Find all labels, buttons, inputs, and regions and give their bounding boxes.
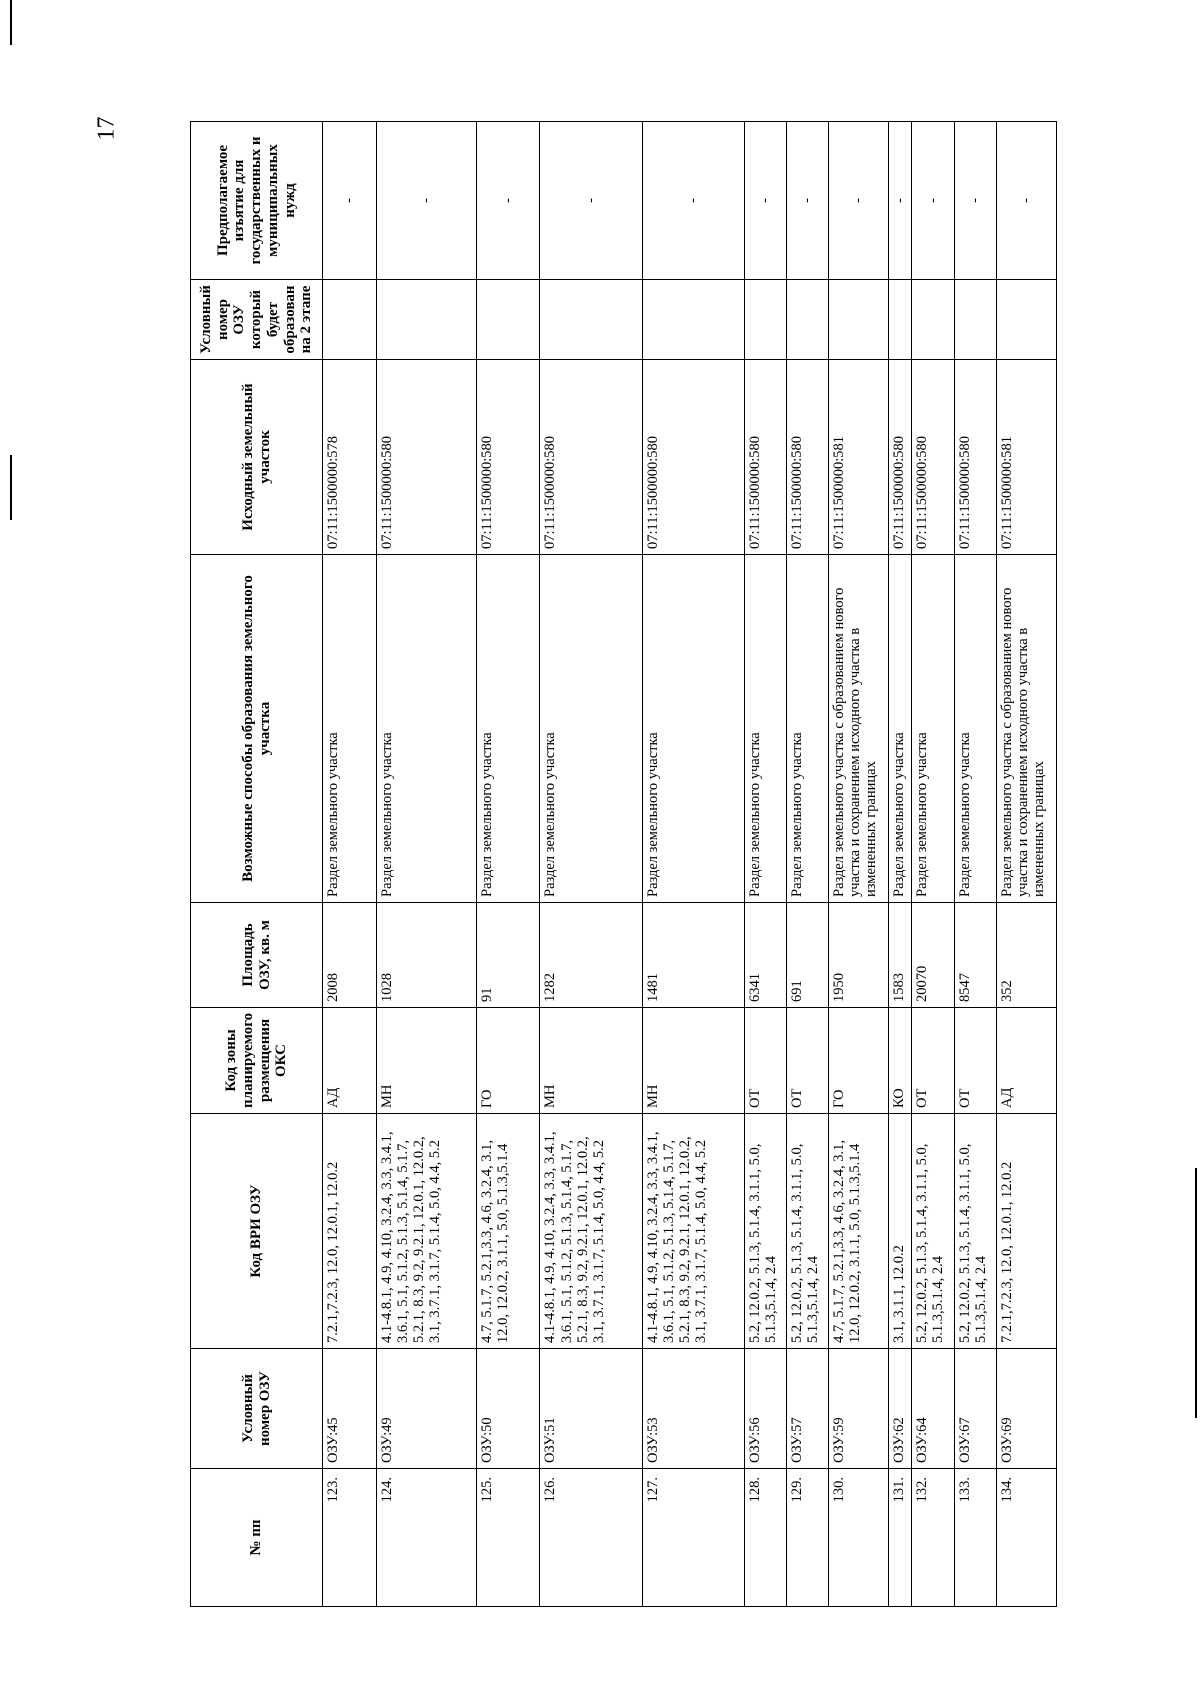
cell-zone-code: КО [888, 1008, 911, 1114]
header-source-plot: Исходный земельный участок [191, 360, 323, 555]
cell-vri-code: 3.1, 3.1.1, 12.0.2 [888, 1114, 911, 1349]
header-vri-code: Код ВРИ ОЗУ [191, 1114, 323, 1349]
cell-area: 1481 [642, 903, 744, 1008]
cell-withdrawal: - [323, 122, 377, 280]
cell-zone-code: ГО [476, 1008, 539, 1114]
cell-source-plot: 07:11:1500000:580 [642, 360, 744, 555]
cell-source-plot: 07:11:1500000:581 [828, 360, 888, 555]
cell-ozu-number: ОЗУ:57 [786, 1349, 828, 1469]
cell-withdrawal: - [744, 122, 786, 280]
cell-formation-method: Раздел земельного участка [786, 555, 828, 903]
cell-area: 1583 [888, 903, 911, 1008]
cell-area: 2008 [323, 903, 377, 1008]
header-zone-code: Код зоны планируемого размещения ОКС [191, 1008, 323, 1114]
cell-stage2-number [888, 280, 911, 360]
cell-vri-code: 7.2.1,7.2.3, 12.0, 12.0.1, 12.0.2 [323, 1114, 377, 1349]
cell-vri-code: 4.7, 5.1.7, 5.2.1,3.3, 4.6, 3.2.4, 3.1, 12.0, 12.0.2, 3.1.1, 5.0, 5.1.3,5.1.4 [476, 1114, 539, 1349]
cell-ozu-number: ОЗУ:67 [954, 1349, 996, 1469]
table-row [744, 122, 786, 1607]
cell-number: 124. [376, 1469, 476, 1607]
cell-stage2-number [744, 280, 786, 360]
cell-source-plot: 07:11:1500000:580 [888, 360, 911, 555]
cell-vri-code: 4.1-4.8.1, 4.9, 4.10, 3.2.4, 3.3, 3.4.1, 3.6.1, 5.1, 5.1.2, 5.1.3, 5.1.4, 5.1.7, 5.2.1, 8.3, 9.2, 9.2.1, 12.0.1, 12.0.2, 3.1, 3.7.1, 3.1.7, 5.1.4, 5.0, 4.4, 5.2 [642, 1114, 744, 1349]
cell-vri-code: 5.2, 12.0.2, 5.1.3, 5.1.4, 3.1.1, 5.0, 5.1.3,5.1.4, 2.4 [744, 1114, 786, 1349]
cell-number: 132. [911, 1469, 954, 1607]
header-stage2-number: Условный номер ОЗУ который будет образован на 2 этапе [191, 280, 323, 360]
cell-withdrawal: - [376, 122, 476, 280]
header-area: Площадь ОЗУ, кв. м [191, 903, 323, 1008]
cell-source-plot: 07:11:1500000:580 [476, 360, 539, 555]
cell-ozu-number: ОЗУ:56 [744, 1349, 786, 1469]
cell-vri-code: 7.2.1,7.2.3, 12.0, 12.0.1, 12.0.2 [996, 1114, 1056, 1349]
cell-zone-code: ОТ [911, 1008, 954, 1114]
cell-stage2-number [323, 280, 377, 360]
table-row [323, 122, 377, 1607]
cell-ozu-number: ОЗУ:53 [642, 1349, 744, 1469]
cell-stage2-number [911, 280, 954, 360]
cell-area: 1282 [540, 903, 642, 1008]
cell-withdrawal: - [911, 122, 954, 280]
cell-number: 125. [476, 1469, 539, 1607]
table-row [996, 122, 1056, 1607]
table-row [476, 122, 539, 1607]
cell-number: 127. [642, 1469, 744, 1607]
cell-ozu-number: ОЗУ:49 [376, 1349, 476, 1469]
cell-area: 1028 [376, 903, 476, 1008]
header-ozu-number: Условный номер ОЗУ [191, 1349, 323, 1469]
header-withdrawal: Предполагаемое изъятие для государственных и муниципальных нужд [191, 122, 323, 280]
cell-ozu-number: ОЗУ:62 [888, 1349, 911, 1469]
rotated-table-wrapper [190, 122, 1057, 1607]
cell-vri-code: 5.2, 12.0.2, 5.1.3, 5.1.4, 3.1.1, 5.0, 5.1.3,5.1.4, 2.4 [954, 1114, 996, 1349]
cell-stage2-number [996, 280, 1056, 360]
table-row [888, 122, 911, 1607]
cell-area: 8547 [954, 903, 996, 1008]
table-row [642, 122, 744, 1607]
cell-vri-code: 5.2, 12.0.2, 5.1.3, 5.1.4, 3.1.1, 5.0, 5.1.3,5.1.4, 2.4 [786, 1114, 828, 1349]
cell-vri-code: 4.1-4.8.1, 4.9, 4.10, 3.2.4, 3.3, 3.4.1, 3.6.1, 5.1, 5.1.2, 5.1.3, 5.1.4, 5.1.7, 5.2.1, 8.3, 9.2, 9.2.1, 12.0.1, 12.0.2, 3.1, 3.7.1, 3.1.7, 5.1.4, 5.0, 4.4, 5.2 [376, 1114, 476, 1349]
cell-formation-method: Раздел земельного участка [642, 555, 744, 903]
cell-ozu-number: ОЗУ:69 [996, 1349, 1056, 1469]
table-row [786, 122, 828, 1607]
cell-number: 126. [540, 1469, 642, 1607]
cell-number: 131. [888, 1469, 911, 1607]
table-row [954, 122, 996, 1607]
cell-formation-method: Раздел земельного участка [954, 555, 996, 903]
table-row [828, 122, 888, 1607]
cell-ozu-number: ОЗУ:45 [323, 1349, 377, 1469]
cell-source-plot: 07:11:1500000:580 [786, 360, 828, 555]
cell-stage2-number [540, 280, 642, 360]
cell-area: 91 [476, 903, 539, 1008]
cell-area: 691 [786, 903, 828, 1008]
cell-withdrawal: - [828, 122, 888, 280]
cell-zone-code: АД [996, 1008, 1056, 1114]
header-formation-method: Возможные способы образования земельного участка [191, 555, 323, 903]
cell-formation-method: Раздел земельного участка с образованием нового участка и сохранением исходного участка в измененных границах [828, 555, 888, 903]
cell-stage2-number [642, 280, 744, 360]
cell-stage2-number [954, 280, 996, 360]
cell-zone-code: МН [540, 1008, 642, 1114]
cell-formation-method: Раздел земельного участка с образованием нового участка и сохранением исходного участка в измененных границах [996, 555, 1056, 903]
cell-number: 128. [744, 1469, 786, 1607]
cell-number: 134. [996, 1469, 1056, 1607]
table-row [911, 122, 954, 1607]
cell-withdrawal: - [954, 122, 996, 280]
cell-stage2-number [376, 280, 476, 360]
cell-source-plot: 07:11:1500000:580 [376, 360, 476, 555]
cell-stage2-number [476, 280, 539, 360]
table-row [540, 122, 642, 1607]
cell-formation-method: Раздел земельного участка [744, 555, 786, 903]
cell-source-plot: 07:11:1500000:580 [954, 360, 996, 555]
cell-area: 1950 [828, 903, 888, 1008]
cell-area: 352 [996, 903, 1056, 1008]
cell-area: 6341 [744, 903, 786, 1008]
cell-zone-code: ОТ [786, 1008, 828, 1114]
scan-mark-top [10, 0, 12, 45]
cell-source-plot: 07:11:1500000:581 [996, 360, 1056, 555]
cell-vri-code: 4.1-4.8.1, 4.9, 4.10, 3.2.4, 3.3, 3.4.1, 3.6.1, 5.1, 5.1.2, 5.1.3, 5.1.4, 5.1.7, 5.2.1, 8.3, 9.2, 9.2.1, 12.0.1, 12.0.2, 3.1, 3.7.1, 3.1.7, 5.1.4, 5.0, 4.4, 5.2 [540, 1114, 642, 1349]
cell-source-plot: 07:11:1500000:580 [744, 360, 786, 555]
cell-formation-method: Раздел земельного участка [476, 555, 539, 903]
cell-number: 123. [323, 1469, 377, 1607]
cell-zone-code: МН [642, 1008, 744, 1114]
cell-withdrawal: - [786, 122, 828, 280]
cell-zone-code: АД [323, 1008, 377, 1114]
cell-zone-code: ГО [828, 1008, 888, 1114]
cell-formation-method: Раздел земельного участка [888, 555, 911, 903]
cell-ozu-number: ОЗУ:64 [911, 1349, 954, 1469]
cell-ozu-number: ОЗУ:51 [540, 1349, 642, 1469]
page-number: 17 [93, 116, 120, 141]
cell-formation-method: Раздел земельного участка [323, 555, 377, 903]
cell-ozu-number: ОЗУ:59 [828, 1349, 888, 1469]
land-plots-table [190, 121, 1057, 1607]
scan-mark-bottom [1195, 1168, 1197, 1418]
cell-area: 20070 [911, 903, 954, 1008]
cell-formation-method: Раздел земельного участка [911, 555, 954, 903]
header-number: № пп [191, 1469, 323, 1607]
cell-withdrawal: - [540, 122, 642, 280]
cell-vri-code: 5.2, 12.0.2, 5.1.3, 5.1.4, 3.1.1, 5.0, 5.1.3,5.1.4, 2.4 [911, 1114, 954, 1349]
cell-number: 129. [786, 1469, 828, 1607]
cell-withdrawal: - [996, 122, 1056, 280]
cell-withdrawal: - [642, 122, 744, 280]
scan-mark-middle [10, 455, 12, 520]
cell-zone-code: ОТ [954, 1008, 996, 1114]
cell-ozu-number: ОЗУ:50 [476, 1349, 539, 1469]
cell-vri-code: 4.7, 5.1.7, 5.2.1,3.3, 4.6, 3.2.4, 3.1, 12.0, 12.0.2, 3.1.1, 5.0, 5.1.3,5.1.4 [828, 1114, 888, 1349]
cell-withdrawal: - [888, 122, 911, 280]
cell-formation-method: Раздел земельного участка [376, 555, 476, 903]
cell-zone-code: МН [376, 1008, 476, 1114]
cell-formation-method: Раздел земельного участка [540, 555, 642, 903]
cell-source-plot: 07:11:1500000:578 [323, 360, 377, 555]
cell-number: 130. [828, 1469, 888, 1607]
cell-source-plot: 07:11:1500000:580 [911, 360, 954, 555]
cell-stage2-number [828, 280, 888, 360]
cell-stage2-number [786, 280, 828, 360]
cell-withdrawal: - [476, 122, 539, 280]
table-header-row [191, 122, 323, 1607]
cell-zone-code: ОТ [744, 1008, 786, 1114]
table-row [376, 122, 476, 1607]
cell-source-plot: 07:11:1500000:580 [540, 360, 642, 555]
cell-number: 133. [954, 1469, 996, 1607]
